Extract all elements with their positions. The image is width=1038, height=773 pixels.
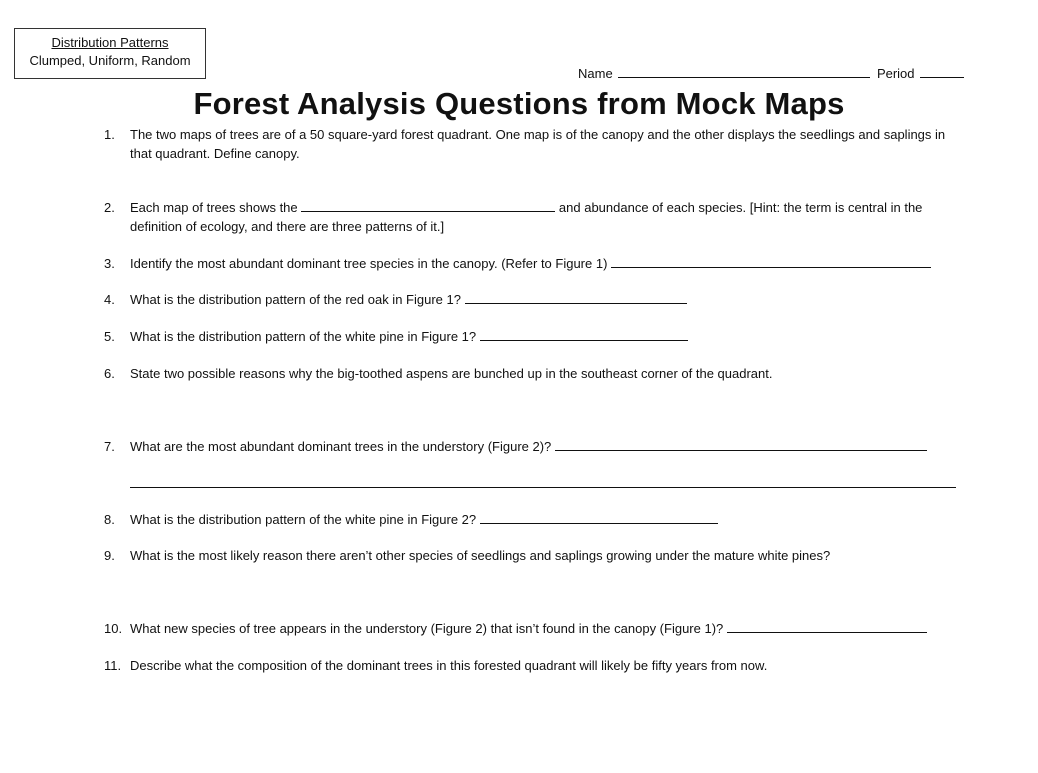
answer-blank[interactable] bbox=[727, 619, 927, 633]
question-text: State two possible reasons why the big-toothed aspens are bunched up in the southeast corner of the quadrant. bbox=[130, 366, 773, 381]
answer-blank[interactable] bbox=[301, 198, 555, 212]
question-number: 7. bbox=[104, 439, 115, 454]
answer-blank[interactable] bbox=[465, 290, 687, 304]
question-number: 10. bbox=[104, 621, 123, 636]
question-text-body: What new species of tree appears in the understory (Figure 2) that isn’t found in the canopy (Figure 1)? bbox=[130, 621, 724, 636]
question-text-before: Each map of trees shows the bbox=[130, 200, 298, 215]
question-text bbox=[130, 619, 964, 638]
box-title: Distribution Patterns bbox=[51, 35, 169, 50]
question-9 bbox=[104, 546, 964, 565]
box-subtitle: Clumped, Uniform, Random bbox=[29, 53, 191, 68]
answer-blank[interactable] bbox=[611, 254, 931, 268]
header-fields bbox=[578, 64, 964, 81]
question-11 bbox=[104, 656, 964, 675]
question-2 bbox=[104, 198, 964, 236]
question-text bbox=[130, 437, 964, 456]
question-text bbox=[130, 327, 964, 346]
question-10 bbox=[104, 619, 964, 638]
question-6 bbox=[104, 364, 964, 383]
question-text-body: What is the distribution pattern of the white pine in Figure 2? bbox=[130, 512, 477, 527]
question-text bbox=[130, 198, 964, 236]
answer-blank[interactable] bbox=[480, 510, 718, 524]
name-blank[interactable] bbox=[618, 64, 870, 78]
question-number: 11. bbox=[104, 658, 122, 673]
question-7 bbox=[104, 437, 964, 456]
period-blank[interactable] bbox=[920, 64, 964, 78]
answer-line-extra[interactable] bbox=[130, 487, 956, 488]
question-4 bbox=[104, 290, 964, 309]
question-text-body: What are the most abundant dominant trees in the understory (Figure 2)? bbox=[130, 439, 552, 454]
period-label: Period bbox=[876, 66, 915, 81]
question-text bbox=[130, 510, 964, 529]
question-text-body: What is the distribution pattern of the red oak in Figure 1? bbox=[130, 292, 461, 307]
name-label: Name bbox=[578, 66, 613, 81]
question-8 bbox=[104, 510, 964, 529]
question-number: 1. bbox=[104, 127, 115, 142]
question-text-body: What is the distribution pattern of the white pine in Figure 1? bbox=[130, 329, 477, 344]
question-text bbox=[130, 254, 964, 273]
question-3 bbox=[104, 254, 964, 273]
page-title: Forest Analysis Questions from Mock Maps bbox=[193, 86, 845, 121]
question-text: Describe what the composition of the dominant trees in this forested quadrant will likely be fifty years from now. bbox=[130, 658, 768, 673]
question-5 bbox=[104, 327, 964, 346]
question-text-after: and abundance of each species. [Hint: the term is central in the definition of ecology, and there are three patterns of it.] bbox=[130, 200, 923, 234]
answer-blank[interactable] bbox=[555, 437, 927, 451]
question-text: What is the most likely reason there aren’t other species of seedlings and saplings growing under the mature white pines? bbox=[130, 548, 831, 563]
question-text-body: Identify the most abundant dominant tree species in the canopy. (Refer to Figure 1) bbox=[130, 256, 608, 271]
question-text bbox=[130, 290, 964, 309]
answer-blank[interactable] bbox=[480, 327, 688, 341]
question-text: The two maps of trees are of a 50 square-yard forest quadrant. One map is of the canopy and the other displays the seedlings and saplings in that quadrant. Define canopy. bbox=[130, 127, 946, 161]
distribution-patterns-box bbox=[14, 28, 206, 79]
question-number: 3. bbox=[104, 256, 115, 271]
question-number: 5. bbox=[104, 329, 115, 344]
question-number: 4. bbox=[104, 292, 115, 307]
question-number: 8. bbox=[104, 512, 115, 527]
question-number: 2. bbox=[104, 200, 115, 215]
question-number: 6. bbox=[104, 366, 115, 381]
question-1 bbox=[104, 125, 964, 163]
question-number: 9. bbox=[104, 548, 115, 563]
